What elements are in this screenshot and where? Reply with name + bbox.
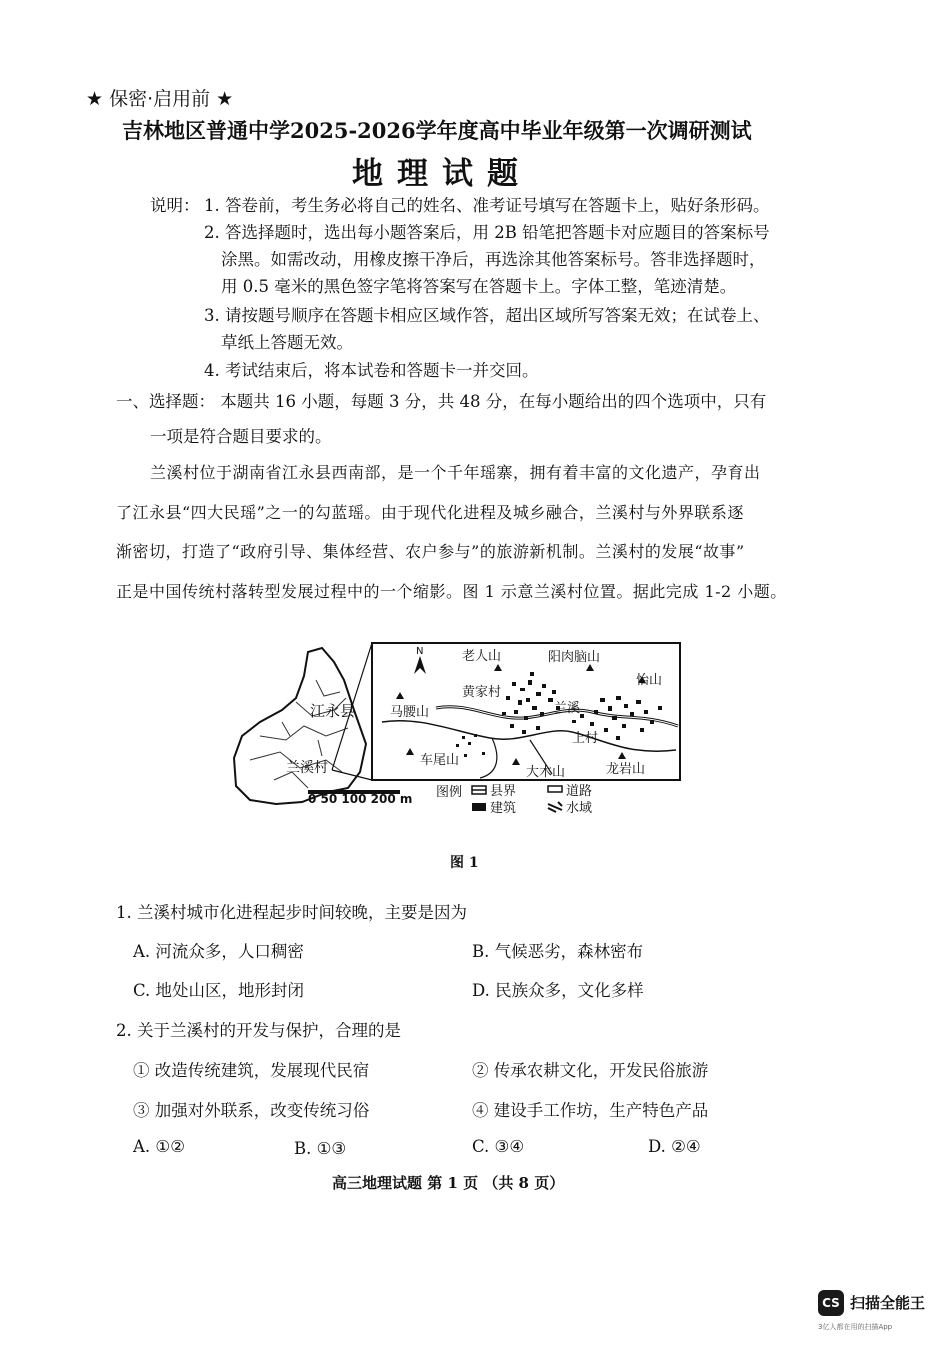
question-2-statement: ② 传承农耕文化，开发民俗旅游 [472,1061,709,1080]
scanner-logo-icon: CS [818,1290,844,1316]
instructions-label: 说明： [150,196,200,215]
mountain-label: 大木山 [526,765,566,780]
mountain-label: 车尾山 [420,753,460,768]
mountain-label: 老人山 [462,649,502,664]
question-1-option-a: A. 河流众多，人口稠密 [133,942,304,961]
legend-title: 图例 [436,785,463,800]
mountain-label: 马腰山 [390,705,430,720]
place-label: 黄家村 [462,685,502,700]
county-label: 江永县 [310,702,356,720]
instruction-line: 用 0.5 毫米的黑色签字笔将答案写在答题卡上。字体工整，笔迹清楚。 [221,277,737,296]
scale-label: 0 50 100 200 m [308,792,413,806]
question-1-option-d: D. 民族众多，文化多样 [472,981,644,1000]
legend-item-water [548,800,592,816]
question-1-option-c: C. 地处山区，地形封闭 [133,981,305,1000]
question-2-option-a: A. ①② [133,1137,185,1156]
instruction-line: 1. 答卷前，考生务必将自己的姓名、准考证号填写在答题卡上，贴好条形码。 [204,196,770,215]
question-2-statement: ① 改造传统建筑，发展现代民宿 [133,1061,370,1080]
legend-item-building [472,800,516,816]
question-2-option-b: B. ①③ [294,1139,347,1158]
north-label: N [416,646,424,657]
question-2-stem: 2. 关于兰溪村的开发与保护，合理的是 [116,1021,401,1040]
exam-title: 吉林地区普通中学2025-2026学年度高中毕业年级第一次调研测试 [122,118,752,143]
legend-label: 水域 [566,801,593,816]
legend-item-county-boundary [472,784,516,799]
location-map-figure [230,640,685,822]
passage-line: 正是中国传统村落转型发展过程中的一个缩影。图 1 示意兰溪村位置。据此完成 1-2 小题。 [116,582,787,601]
legend-label: 建筑 [490,801,517,816]
instruction-line: 4. 考试结束后，将本试卷和答题卡一并交回。 [204,361,539,380]
place-label: 上村 [572,731,599,746]
instruction-line: 2. 答选择题时，选出每小题答案后，用 2B 铅笔把答题卡对应题目的答案标号 [204,223,770,242]
village-label: 兰溪村 [286,760,328,776]
mountain-label: 阳肉脑山 [548,650,601,665]
instruction-line: 3. 请按题号顺序在答题卡相应区域作答，超出区域所写答案无效；在试卷上、 [204,306,770,325]
mountain-label: 怡山 [636,673,663,688]
page-footer: 高三地理试题 第 1 页 （共 8 页） [332,1174,565,1192]
location-map [230,640,685,822]
figure-caption: 图 1 [450,855,479,871]
confidential-label: ★ 保密·启用前 ★ [86,88,234,110]
scanner-brand: 扫描全能王 [850,1294,926,1312]
question-2-option-d: D. ②④ [648,1137,701,1156]
question-2-option-c: C. ③④ [472,1137,525,1156]
section-heading: 一、选择题： 本题共 16 小题，每题 3 分，共 48 分，在每小题给出的四个选项中，只有 [116,392,767,411]
mountain-label: 龙岩山 [606,762,646,777]
question-1-option-b: B. 气候恶劣，森林密布 [472,942,644,961]
question-2-statement: ④ 建设手工作坊，生产特色产品 [472,1101,709,1120]
legend-label: 道路 [566,784,593,799]
place-label: 兰溪 [554,701,581,716]
subject-title: 地理试题 [352,156,532,192]
legend-item-road [548,784,592,799]
passage-line: 渐密切，打造了“政府引导、集体经营、农户参与”的旅游新机制。兰溪村的发展“故事” [116,542,745,561]
instruction-line: 草纸上答题无效。 [221,333,353,352]
question-2-statement: ③ 加强对外联系，改变传统习俗 [133,1101,370,1120]
section-heading-cont: 一项是符合题目要求的。 [150,427,332,446]
passage-line: 了江永县“四大民瑶”之一的勾蓝瑶。由于现代化进程及城乡融合，兰溪村与外界联系逐 [116,503,744,522]
passage-line: 兰溪村位于湖南省江永县西南部，是一个千年瑶寨，拥有着丰富的文化遗产，孕育出 [150,463,761,482]
scanner-tagline: 3亿人都在用的扫描App [818,1323,893,1331]
instruction-line: 涂黑。如需改动，用橡皮擦干净后，再选涂其他答案标号。答非选择题时， [221,250,766,269]
question-1-stem: 1. 兰溪村城市化进程起步时间较晚，主要是因为 [116,903,467,922]
legend-label: 县界 [490,784,517,799]
